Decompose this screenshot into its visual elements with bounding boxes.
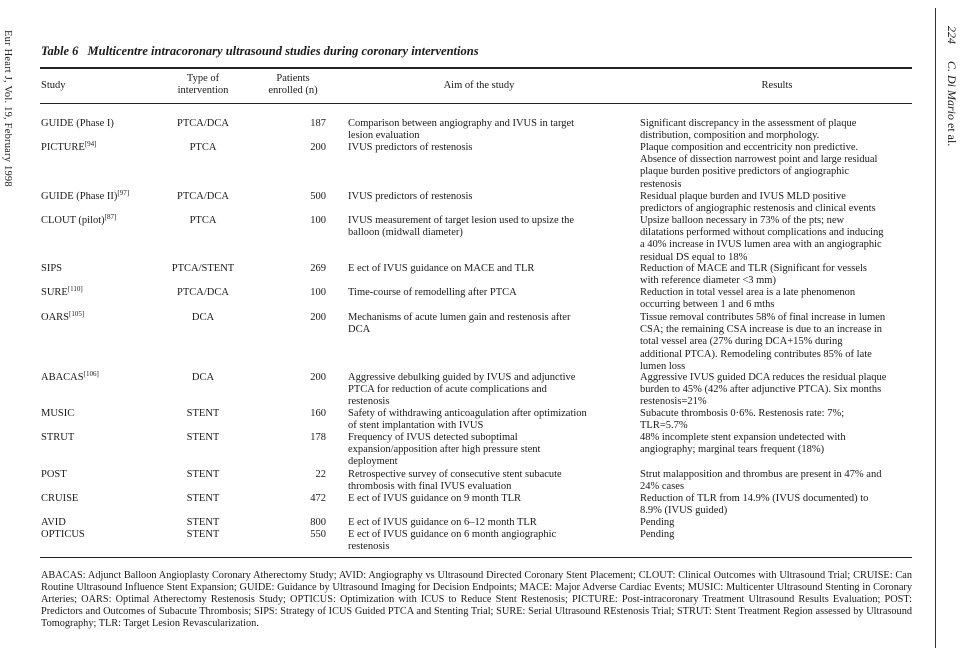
cell-intervention-type: PTCA/STENT: [171, 263, 235, 274]
study-name: CLOUT (pilot): [41, 215, 105, 226]
header-type: [157, 73, 249, 97]
author-suffix: et al.: [945, 120, 959, 147]
results-line: additional PTCA). Remodeling contributes 85% of late: [640, 348, 872, 360]
results-line: CSA; the remaining CSA increase is due to an increase in: [640, 324, 883, 336]
results-line: Tissue removal contributes 58% of final increase in lumen: [640, 312, 886, 323]
running-author: [945, 61, 959, 146]
cell-results: [640, 263, 914, 287]
cell-patients: 200: [310, 372, 326, 383]
study-name: SURE: [41, 287, 68, 298]
results-line: Plaque composition and eccentricity non predictive.: [640, 142, 859, 153]
header-patients-line1: Patients: [276, 73, 310, 84]
aim-line: Frequency of IVUS detected suboptimal: [348, 432, 518, 443]
aim-line: Aggressive debulking guided by IVUS and adjunctive: [348, 372, 576, 383]
cell-study: [41, 372, 161, 384]
aim-line: Retrospective survey of consecutive stent subacute: [348, 469, 562, 480]
cell-study: [41, 517, 161, 529]
cell-aim: [348, 142, 610, 154]
cell-intervention-type: STENT: [186, 469, 220, 480]
cell-intervention-type: DCA: [191, 312, 215, 323]
cell-study: [41, 432, 161, 444]
cell-aim: [348, 263, 610, 275]
cell-study: [41, 312, 161, 324]
study-name: GUIDE (Phase II): [41, 191, 118, 202]
table-caption: [41, 44, 479, 59]
cell-intervention-type: STENT: [186, 432, 220, 443]
cell-study: [41, 408, 161, 420]
aim-line: of stent implantation with IVUS: [348, 420, 484, 432]
results-line: Subacute thrombosis 0·6%. Restenosis rate: 7%;: [640, 408, 845, 419]
cell-results: [640, 493, 914, 517]
cell-aim: [348, 191, 610, 203]
results-line: residual DS equal to 18%: [640, 251, 748, 263]
table-title: Multicentre intracoronary ultrasound studies during coronary interventions: [87, 44, 479, 58]
aim-line: Time-course of remodelling after PTCA: [348, 287, 517, 298]
results-line: Pending: [640, 517, 675, 528]
cell-aim: [348, 432, 610, 469]
author-name: C. Di Mario: [945, 61, 959, 121]
study-reference: [94]: [84, 140, 97, 148]
aim-line: IVUS predictors of restenosis: [348, 142, 473, 153]
results-line: plaque burden positive predictors of angiographic: [640, 166, 850, 178]
running-head-right: [944, 26, 959, 146]
cell-results: [640, 372, 914, 409]
aim-line: restenosis: [348, 541, 390, 553]
results-line: Strut malapposition and thrombus are present in 47% and: [640, 469, 882, 480]
cell-patients: 187: [310, 118, 326, 129]
study-reference: [97]: [117, 189, 130, 197]
cell-patients: 500: [310, 191, 326, 202]
cell-study: [41, 493, 161, 505]
cell-patients: 550: [310, 529, 326, 540]
results-line: Upsize balloon necessary in 73% of the pts; new: [640, 215, 845, 226]
cell-results: [640, 432, 914, 456]
aim-line: restenosis: [348, 396, 390, 408]
aim-line: E ect of IVUS guidance on 6 month angiographic: [348, 529, 557, 540]
results-line: restenosis: [640, 178, 682, 190]
results-line: dilatations performed without complications and inducing: [640, 227, 884, 239]
cell-results: [640, 118, 914, 142]
cell-study: [41, 191, 161, 203]
results-line: Aggressive IVUS guided DCA reduces the residual plaque: [640, 372, 887, 383]
cell-patients: 160: [310, 408, 326, 419]
cell-aim: [348, 372, 610, 409]
header-aim: Aim of the study: [443, 80, 515, 91]
cell-results: [640, 529, 914, 541]
cell-patients: 472: [310, 493, 326, 504]
cell-patients: 22: [315, 469, 326, 480]
cell-patients: 100: [310, 287, 326, 298]
results-line: lumen loss: [640, 360, 686, 372]
results-line: burden to 45% (42% after adjunctive PTCA). Six months: [640, 384, 882, 396]
study-name: AVID: [41, 517, 66, 528]
study-reference: [106]: [83, 370, 99, 378]
cell-results: [640, 215, 914, 264]
cell-aim: [348, 517, 610, 529]
aim-line: IVUS predictors of restenosis: [348, 191, 473, 202]
results-line: TLR=5.7%: [640, 420, 688, 432]
study-name: CRUISE: [41, 493, 79, 504]
study-name: STRUT: [41, 432, 75, 443]
cell-intervention-type: PTCA/DCA: [177, 287, 229, 298]
study-name: ABACAS: [41, 372, 84, 383]
cell-study: [41, 287, 161, 299]
aim-line: E ect of IVUS guidance on 9 month TLR: [348, 493, 522, 504]
results-line: with reference diameter <3 mm): [640, 275, 776, 287]
results-line: 8.9% (IVUS guided): [640, 505, 728, 517]
cell-intervention-type: DCA: [191, 372, 215, 383]
aim-line: E ect of IVUS guidance on 6–12 month TLR: [348, 517, 537, 528]
cell-aim: [348, 312, 610, 336]
study-reference: [110]: [67, 285, 83, 293]
cell-intervention-type: PTCA: [189, 215, 217, 226]
header-type-line1: Type of: [186, 73, 220, 84]
cell-aim: [348, 215, 610, 239]
results-line: Absence of dissection narrowest point and large residual: [640, 154, 878, 166]
page-number: 224: [945, 26, 959, 44]
cell-aim: [348, 529, 610, 553]
aim-line: balloon (midwall diameter): [348, 227, 463, 239]
cell-results: [640, 287, 914, 311]
header-rule: [40, 103, 912, 104]
study-reference: [87]: [104, 213, 117, 221]
cell-patients: 800: [310, 517, 326, 528]
cell-intervention-type: STENT: [186, 529, 220, 540]
cell-study: [41, 469, 161, 481]
study-name: POST: [41, 469, 67, 480]
cell-results: [640, 408, 914, 432]
results-line: distribution, composition and morphology.: [640, 130, 820, 142]
aim-line: Safety of withdrawing anticoagulation after optimization: [348, 408, 587, 419]
results-line: a 40% increase in IVUS lumen area with an angiographic: [640, 239, 882, 251]
cell-study: [41, 529, 161, 541]
results-line: 24% cases: [640, 481, 685, 493]
cell-patients: 178: [310, 432, 326, 443]
aim-line: Mechanisms of acute lumen gain and restenosis after: [348, 312, 571, 323]
results-line: Significant discrepancy in the assessment of plaque: [640, 118, 857, 129]
results-line: Reduction of TLR from 14.9% (IVUS documented) to: [640, 493, 869, 504]
aim-line: deployment: [348, 456, 398, 468]
results-line: Pending: [640, 529, 675, 540]
study-name: PICTURE: [41, 142, 85, 153]
cell-results: [640, 142, 914, 191]
study-name: OPTICUS: [41, 529, 85, 540]
aim-line: Comparison between angiography and IVUS in target: [348, 118, 575, 129]
study-name: OARS: [41, 312, 70, 323]
cell-study: [41, 263, 161, 275]
cell-intervention-type: STENT: [186, 493, 220, 504]
journal-citation: Eur Heart J, Vol. 19, February 1998: [2, 30, 13, 187]
results-line: Reduction in total vessel area is a late phenomenon: [640, 287, 856, 298]
cell-patients: 269: [310, 263, 326, 274]
cell-results: [640, 469, 914, 493]
aim-line: expansion/apposition after high pressure stent: [348, 444, 541, 456]
cell-aim: [348, 469, 610, 493]
cell-patients: 200: [310, 142, 326, 153]
cell-intervention-type: PTCA/DCA: [177, 191, 229, 202]
table-top-rule: [40, 67, 912, 69]
header-patients: [260, 73, 326, 97]
cell-results: [640, 517, 914, 529]
results-line: restenosis=21%: [640, 396, 707, 408]
cell-intervention-type: PTCA/DCA: [177, 118, 229, 129]
study-name: GUIDE (Phase I): [41, 118, 114, 129]
cell-aim: [348, 493, 610, 505]
cell-intervention-type: STENT: [186, 408, 220, 419]
cell-patients: 100: [310, 215, 326, 226]
header-patients-line2: enrolled (n): [268, 85, 318, 97]
cell-study: [41, 215, 161, 227]
results-line: 48% incomplete stent expansion undetected with: [640, 432, 846, 443]
cell-intervention-type: PTCA: [189, 142, 217, 153]
aim-line: E ect of IVUS guidance on MACE and TLR: [348, 263, 535, 274]
results-line: Residual plaque burden and IVUS MLD positive: [640, 191, 846, 202]
header-results: Results: [761, 80, 793, 91]
results-line: total vessel area (27% during DCA+15% during: [640, 336, 843, 348]
study-reference: [105]: [69, 310, 85, 318]
aim-line: DCA: [348, 324, 371, 336]
cell-aim: [348, 287, 610, 299]
aim-line: IVUS measurement of target lesion used to upsize the: [348, 215, 575, 226]
aim-line: PTCA for reduction of acute complications and: [348, 384, 547, 396]
cell-results: [640, 312, 914, 373]
cell-study: [41, 118, 161, 130]
table-footnote: ABACAS: Adjunct Balloon Angioplasty Coronary Atherectomy Study; AVID: Angiography vs Ultrasound Directed Coronary Stent Placement; CLOUT: Clinical Outcomes with Ultrasound Trial; CRUISE: Can Routine Ultrasound Influence Stent Expansion; GUIDE: Guidance by Ultrasound Imaging for Decision Endpoints; MACE: Major Adverse Cardiac Events; MUSIC: Multicenter Ultrasound Stenting in Coronary Arteries; OARS: Optimal Atherectomy Restenosis Study; OPTICUS: Optimization with ICUS to Reduce Stent Restenosis; PICTURE: Post-intracoronary Treatment Ultrasound Results Evaluation; POST: Predictors and Outcomes of Subacute Thrombosis; SIPS: Strategy of ICUS Guided PTCA and Stenting Trial; SURE: Serial Ultrasound REstenosis Trial; STRUT: Stent Treatment Region assessed by Ultrasound Tomography; TLR: Target Lesion Revascularization.: [41, 570, 912, 629]
results-line: predictors of angiographic restenosis and clinical events: [640, 203, 876, 215]
results-line: occurring between 1 and 6 mths: [640, 299, 775, 311]
results-line: Reduction of MACE and TLR (Significant for vessels: [640, 263, 867, 274]
margin-rule: [935, 8, 936, 648]
cell-results: [640, 191, 914, 215]
cell-study: [41, 142, 161, 154]
header-type-line2: intervention: [177, 85, 229, 97]
study-name: MUSIC: [41, 408, 75, 419]
cell-patients: 200: [310, 312, 326, 323]
aim-line: thrombosis with final IVUS evaluation: [348, 481, 512, 493]
table-bottom-rule: [40, 557, 912, 558]
cell-intervention-type: STENT: [186, 517, 220, 528]
header-study: Study: [41, 80, 66, 91]
cell-aim: [348, 118, 610, 142]
study-name: SIPS: [41, 263, 63, 274]
table-label: Table 6: [41, 44, 79, 58]
results-line: angiography; marginal tears frequent (18%): [640, 444, 825, 456]
aim-line: lesion evaluation: [348, 130, 420, 142]
cell-aim: [348, 408, 610, 432]
